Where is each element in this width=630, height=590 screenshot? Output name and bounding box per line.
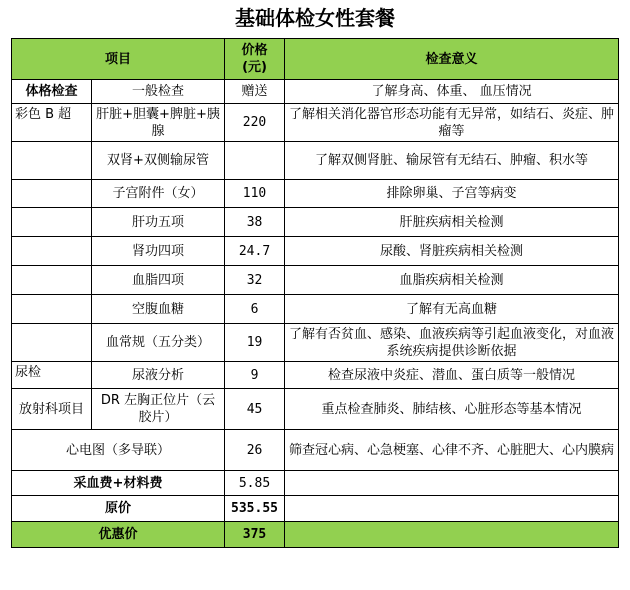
category-cell: 彩色 B 超: [12, 104, 92, 142]
category-cell: [12, 208, 92, 237]
item-cell: 血常规（五分类）: [92, 324, 225, 362]
price-cell: [225, 142, 285, 180]
meaning-cell: 排除卵巢、子宫等病变: [285, 180, 619, 208]
meaning-cell: 肝脏疾病相关检测: [285, 208, 619, 237]
price-cell: 45: [225, 389, 285, 430]
price-cell: 9: [225, 362, 285, 389]
blood-fee-price: 5.85: [225, 471, 285, 496]
meaning-cell: 检查尿液中炎症、潜血、蛋白质等一般情况: [285, 362, 619, 389]
price-cell: 32: [225, 266, 285, 295]
price-cell: 110: [225, 180, 285, 208]
meaning-cell: 尿酸、肾脏疾病相关检测: [285, 237, 619, 266]
meaning-cell: 筛查冠心病、心急梗塞、心律不齐、心脏肥大、心内膜病: [285, 430, 619, 471]
discount-price-meaning: [285, 522, 619, 548]
original-price-label: 原价: [12, 496, 225, 522]
category-cell: 尿检: [12, 362, 92, 389]
price-cell: 24.7: [225, 237, 285, 266]
table-row: [12, 295, 619, 324]
original-price-row: [12, 496, 619, 522]
table-row: [12, 237, 619, 266]
discount-price-row: [12, 522, 619, 548]
item-cell: DR 左胸正位片（云胶片）: [92, 389, 225, 430]
item-cell: 血脂四项: [92, 266, 225, 295]
price-cell: 6: [225, 295, 285, 324]
category-cell: 体格检查: [12, 80, 92, 104]
item-cell: 尿液分析: [92, 362, 225, 389]
item-cell: 双肾+双侧输尿管: [92, 142, 225, 180]
table-row: [12, 180, 619, 208]
discount-price-label: 优惠价: [12, 522, 225, 548]
category-cell: [12, 237, 92, 266]
blood-fee-label: 采血费+材料费: [12, 471, 225, 496]
meaning-cell: 了解身高、体重、 血压情况: [285, 80, 619, 104]
table-row: [12, 389, 619, 430]
category-cell: [12, 266, 92, 295]
category-cell: [12, 324, 92, 362]
item-cell: 一般检查: [92, 80, 225, 104]
meaning-cell: 血脂疾病相关检测: [285, 266, 619, 295]
table-row: [12, 430, 619, 471]
blood-fee-row: [12, 471, 619, 496]
table-row: [12, 324, 619, 362]
blood-fee-meaning: [285, 471, 619, 496]
category-cell: [12, 295, 92, 324]
category-cell: [12, 180, 92, 208]
price-cell: 26: [225, 430, 285, 471]
original-price-meaning: [285, 496, 619, 522]
table-row: [12, 362, 619, 389]
package-table: [11, 38, 619, 548]
price-cell: 19: [225, 324, 285, 362]
category-cell: [12, 142, 92, 180]
table-row: [12, 208, 619, 237]
category-cell: 放射科项目: [12, 389, 92, 430]
original-price-value: 535.55: [225, 496, 285, 522]
header-item: 项目: [12, 39, 225, 80]
item-cell: 空腹血糖: [92, 295, 225, 324]
meaning-cell: 了解有无高血糖: [285, 295, 619, 324]
item-cell: 子宫附件（女）: [92, 180, 225, 208]
page-title: 基础体检女性套餐: [235, 6, 395, 30]
meaning-cell: 了解双侧肾脏、输尿管有无结石、肿瘤、积水等: [285, 142, 619, 180]
price-cell: 220: [225, 104, 285, 142]
price-cell: 38: [225, 208, 285, 237]
meaning-cell: 重点检查肺炎、肺结核、心脏形态等基本情况: [285, 389, 619, 430]
header-meaning: 检查意义: [285, 39, 619, 80]
item-cell: 心电图（多导联）: [12, 430, 225, 471]
item-cell: 肝脏+胆囊+脾脏+胰腺: [92, 104, 225, 142]
table-row: [12, 80, 619, 104]
meaning-cell: 了解相关消化器官形态功能有无异常，如结石、炎症、肿瘤等: [285, 104, 619, 142]
table-row: [12, 104, 619, 142]
discount-price-value: 375: [225, 522, 285, 548]
header-price: 价格 (元): [225, 39, 285, 80]
item-cell: 肝功五项: [92, 208, 225, 237]
item-cell: 肾功四项: [92, 237, 225, 266]
table-row: [12, 266, 619, 295]
price-cell: 赠送: [225, 80, 285, 104]
table-header-row: [12, 39, 619, 80]
table-row: [12, 142, 619, 180]
meaning-cell: 了解有否贫血、感染、血液疾病等引起血液变化，对血液系统疾病提供诊断依据: [285, 324, 619, 362]
